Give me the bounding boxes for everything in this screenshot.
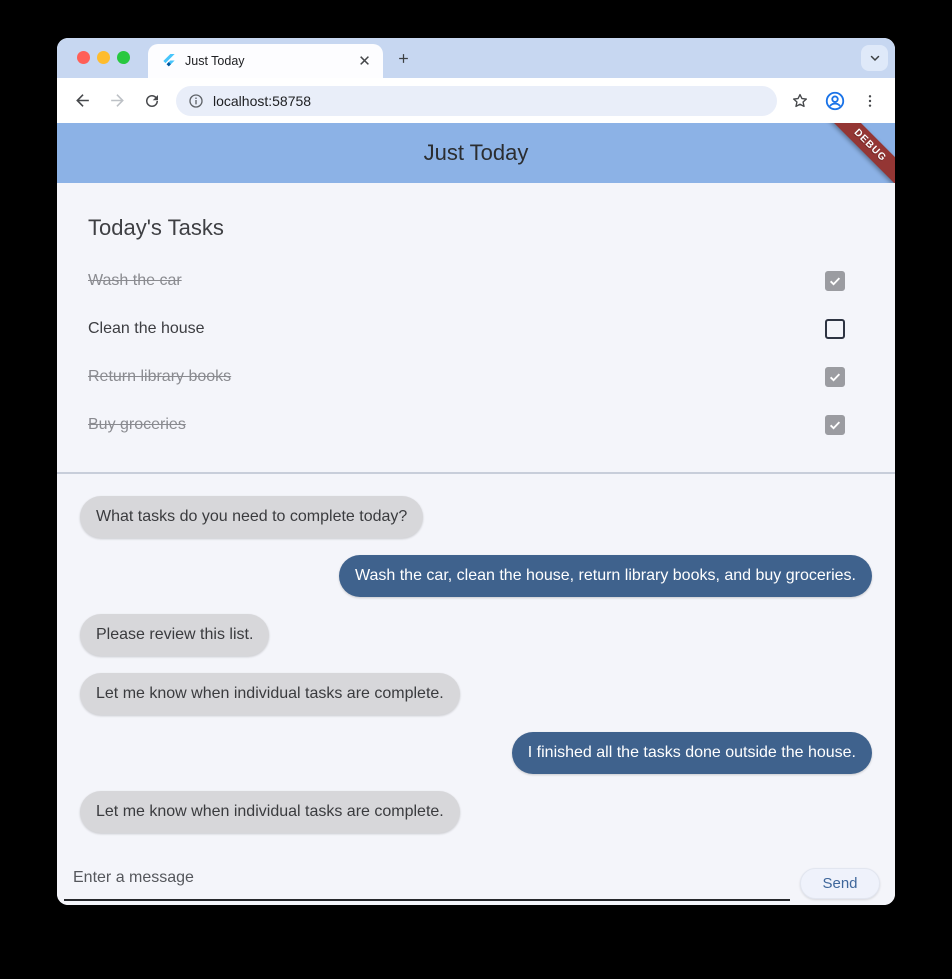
task-checkbox[interactable] <box>825 271 845 291</box>
task-checkbox[interactable] <box>825 319 845 339</box>
kebab-menu-icon <box>862 93 878 109</box>
menu-button[interactable] <box>855 86 885 116</box>
reload-icon <box>143 92 161 110</box>
tab-title: Just Today <box>185 54 245 68</box>
task-label: Clean the house <box>88 320 205 337</box>
traffic-lights <box>77 51 130 64</box>
forward-arrow-icon <box>108 91 127 110</box>
app-title: Just Today <box>423 140 529 165</box>
chat-bubble: What tasks do you need to complete today? <box>80 496 423 538</box>
chat-message-row <box>80 614 872 656</box>
bookmark-button[interactable] <box>785 86 815 116</box>
chat-list <box>57 474 895 861</box>
bookmark-star-icon <box>791 92 809 110</box>
debug-banner: DEBUG <box>824 123 895 183</box>
window-close-button[interactable] <box>77 51 90 64</box>
browser-toolbar <box>57 78 895 123</box>
chat-bubble: I finished all the tasks done outside the house. <box>512 732 872 774</box>
chat-message-row <box>80 732 872 774</box>
chat-message-row <box>80 791 872 833</box>
url-text: localhost:58758 <box>213 92 312 109</box>
tasks-section <box>57 183 895 474</box>
address-bar[interactable] <box>176 86 777 116</box>
send-button[interactable]: Send <box>800 868 880 899</box>
task-label: Buy groceries <box>88 416 186 433</box>
task-label: Wash the car <box>88 272 182 289</box>
app-bar <box>57 123 895 183</box>
task-checkbox[interactable] <box>825 367 845 387</box>
chat-bubble: Wash the car, clean the house, return library books, and buy groceries. <box>339 555 872 597</box>
chat-bubble: Let me know when individual tasks are complete. <box>80 791 460 833</box>
profile-avatar-icon <box>824 90 846 112</box>
checkmark-icon <box>828 370 842 384</box>
task-row[interactable] <box>57 353 895 401</box>
forward-button[interactable] <box>102 86 132 116</box>
new-tab-button[interactable] <box>391 46 415 70</box>
app-content <box>57 123 895 905</box>
chat-message-row <box>80 673 872 715</box>
browser-window <box>57 38 895 905</box>
chat-bubble: Please review this list. <box>80 614 269 656</box>
site-info-icon[interactable] <box>188 93 204 109</box>
tasks-heading: Today's Tasks <box>88 215 224 240</box>
task-checkbox[interactable] <box>825 415 845 435</box>
chevron-down-icon <box>869 52 881 64</box>
message-input[interactable] <box>64 863 790 901</box>
task-label: Return library books <box>88 368 232 385</box>
plus-icon <box>396 51 411 66</box>
task-row[interactable] <box>57 257 895 305</box>
browser-tab[interactable] <box>148 44 383 78</box>
flutter-logo-icon <box>162 54 176 68</box>
window-zoom-button[interactable] <box>117 51 130 64</box>
task-row[interactable] <box>57 401 895 449</box>
checkmark-icon <box>828 274 842 288</box>
chat-message-row <box>80 496 872 538</box>
back-arrow-icon <box>73 91 92 110</box>
back-button[interactable] <box>67 86 97 116</box>
task-list <box>57 257 895 449</box>
chat-bubble: Let me know when individual tasks are complete. <box>80 673 460 715</box>
reload-button[interactable] <box>137 86 167 116</box>
tab-search-button[interactable] <box>861 45 888 71</box>
chat-message-row <box>80 555 872 597</box>
tab-close-icon[interactable]: ✕ <box>358 52 371 70</box>
tab-strip <box>57 38 895 78</box>
message-composer <box>57 861 895 905</box>
checkmark-icon <box>828 418 842 432</box>
profile-button[interactable] <box>820 86 850 116</box>
window-minimize-button[interactable] <box>97 51 110 64</box>
task-row[interactable] <box>57 305 895 353</box>
